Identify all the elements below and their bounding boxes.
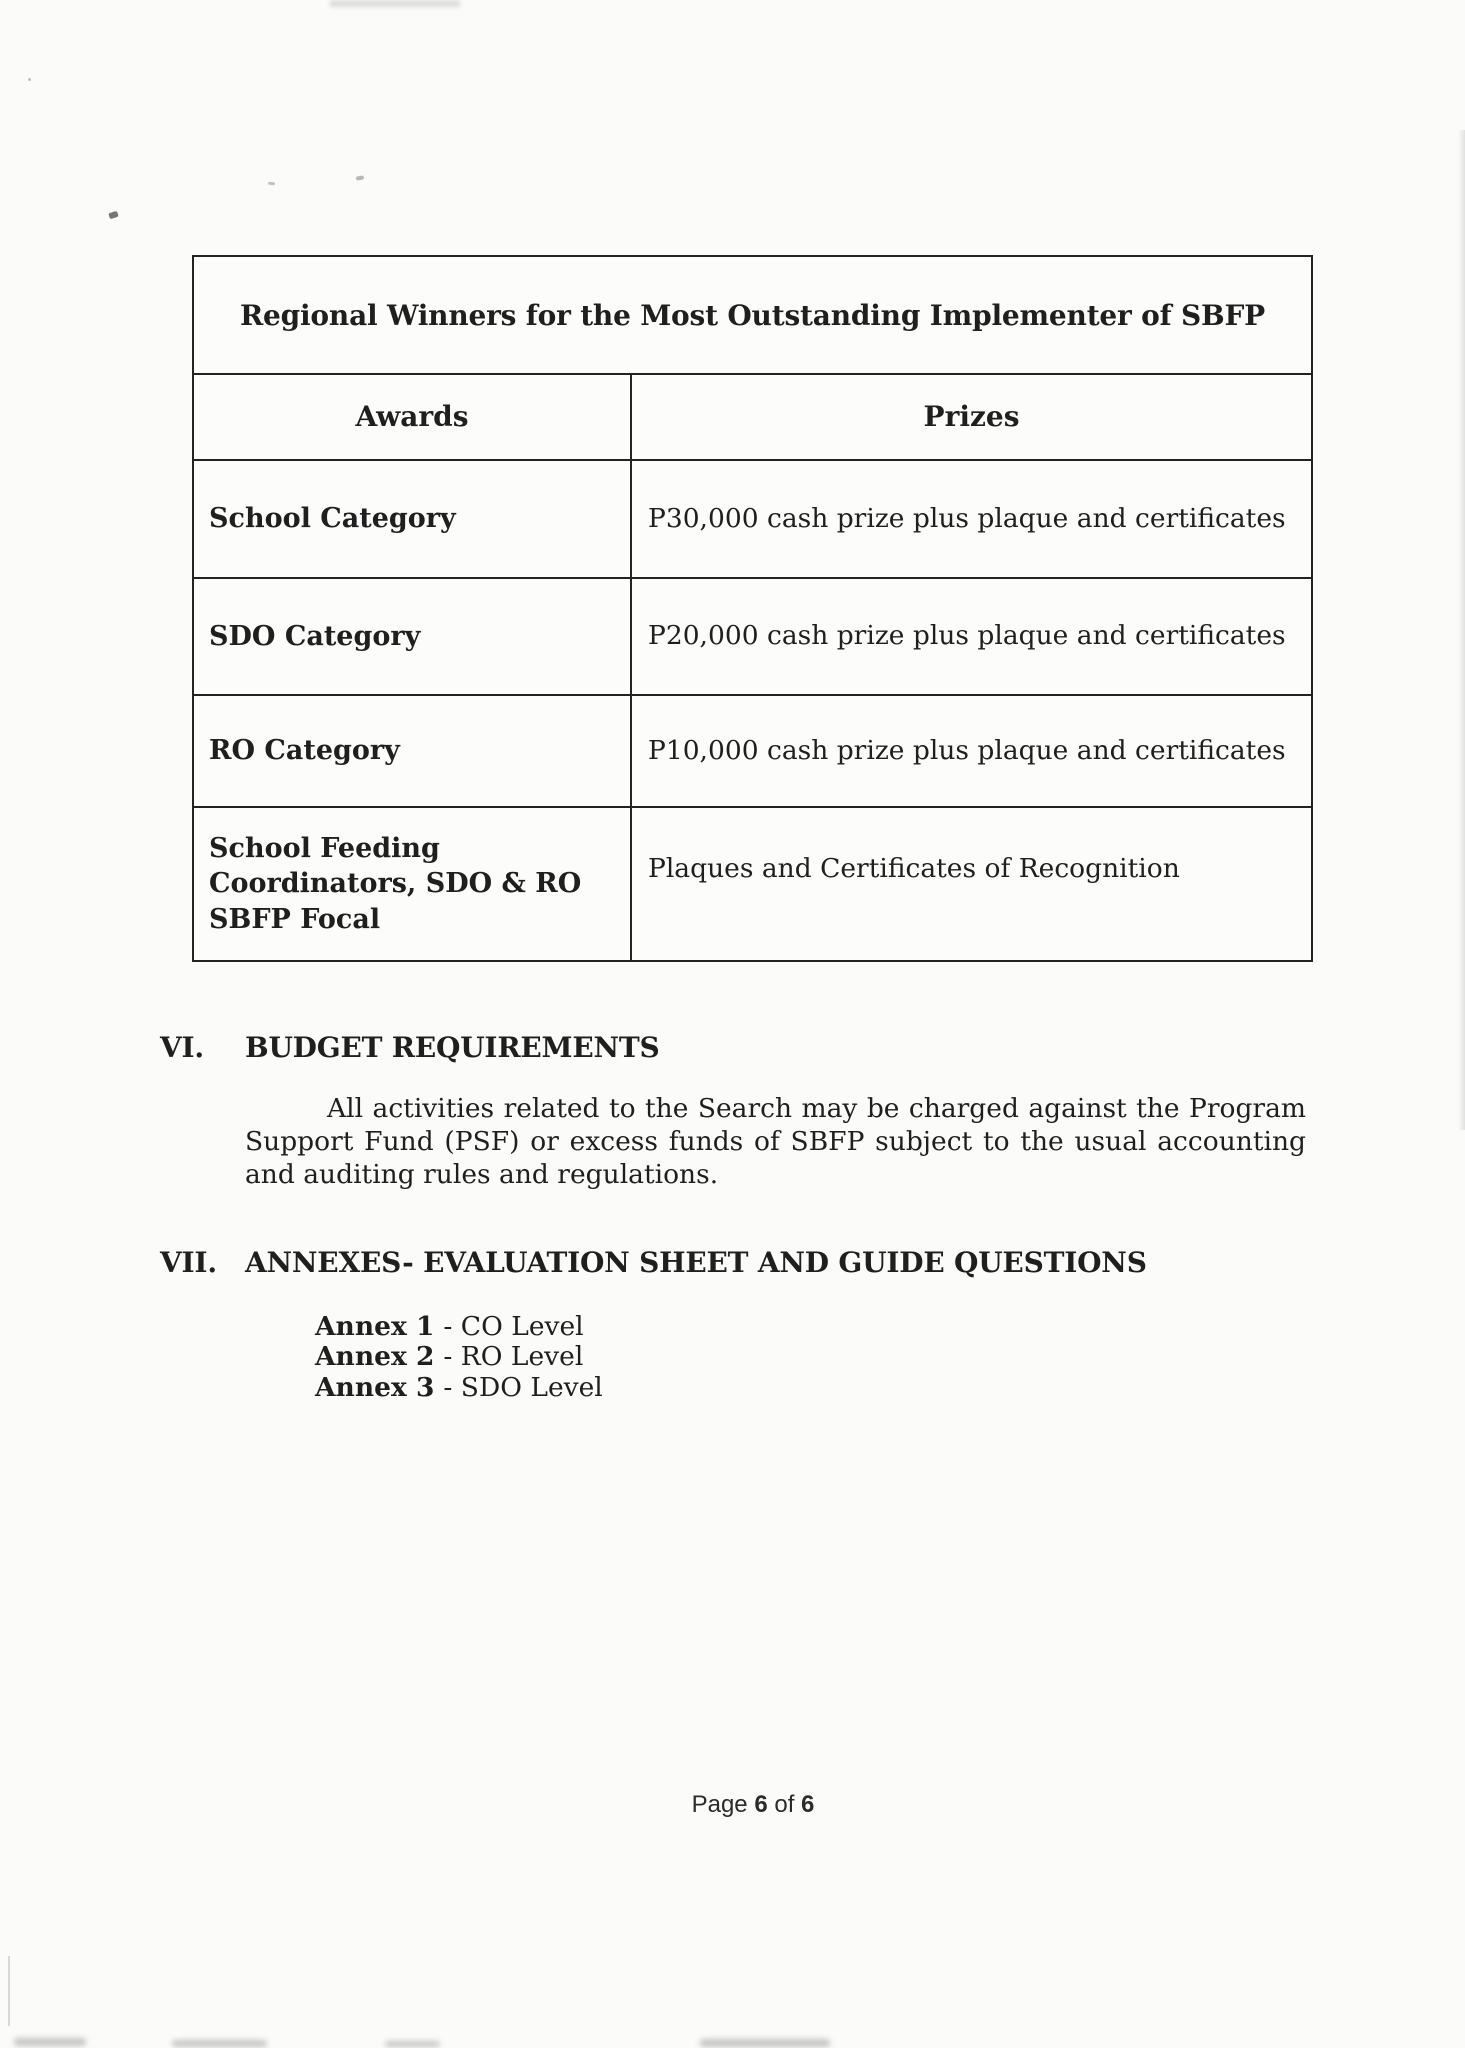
prize-cell: P30,000 cash prize plus plaque and certificates	[648, 502, 1286, 534]
page-number-footer	[603, 1791, 903, 1819]
prize-cell: Plaques and Certificates of Recognition	[648, 853, 1180, 884]
scan-edge-band	[1458, 130, 1465, 1130]
table-title: Regional Winners for the Most Outstanding Implementer of SBFP	[194, 257, 1311, 375]
scan-edge-line	[8, 1956, 10, 2026]
list-item	[315, 1311, 603, 1342]
section-numeral: VI.	[160, 1031, 204, 1064]
scan-speck	[268, 182, 275, 186]
section-title: ANNEXES- EVALUATION SHEET AND GUIDE QUESTIONS	[245, 1246, 1147, 1279]
list-item	[315, 1342, 603, 1373]
annex-value: - RO Level	[443, 1341, 584, 1373]
award-cell: School Category	[194, 461, 632, 577]
scan-smudge	[172, 2040, 267, 2047]
annex-label: Annex 3	[315, 1371, 435, 1403]
prizes-column-header: Prizes	[923, 399, 1020, 433]
awards-column-header: Awards	[194, 375, 632, 459]
award-cell: School Feeding Coordinators, SDO & RO SBFP Focal	[194, 808, 632, 960]
page-label: Page	[691, 1791, 748, 1818]
section-title: BUDGET REQUIREMENTS	[245, 1031, 660, 1064]
section-heading-annexes	[160, 1246, 1147, 1279]
scan-smudge	[385, 2041, 440, 2047]
budget-paragraph: All activities related to the Search may be charged against the Program Support Fund (PSF) or excess funds of SBFP subject to the usual accounting and auditing rules and regulations.	[245, 1093, 1306, 1190]
scan-speck	[356, 175, 365, 180]
section-numeral: VII.	[160, 1246, 217, 1279]
annex-value: - CO Level	[443, 1310, 584, 1342]
table-header-row	[194, 375, 1311, 461]
list-item	[315, 1372, 603, 1403]
section-heading-budget	[160, 1031, 660, 1064]
award-cell: SDO Category	[194, 579, 632, 694]
annex-list	[315, 1311, 603, 1403]
table-row	[194, 808, 1311, 960]
scan-speck	[108, 211, 118, 219]
scan-smudge	[330, 0, 460, 7]
regional-winners-table	[192, 255, 1313, 962]
of-label: of	[774, 1791, 795, 1818]
scan-smudge	[700, 2039, 830, 2047]
prize-cell: P10,000 cash prize plus plaque and certificates	[648, 734, 1286, 766]
scan-smudge	[14, 2038, 86, 2046]
page-number: 6	[754, 1791, 768, 1818]
table-row	[194, 696, 1311, 808]
annex-value: - SDO Level	[443, 1371, 603, 1403]
annex-label: Annex 1	[315, 1310, 435, 1342]
annex-label: Annex 2	[315, 1341, 435, 1373]
table-row	[194, 579, 1311, 696]
table-row	[194, 461, 1311, 579]
award-cell: RO Category	[194, 696, 632, 806]
prize-cell: P20,000 cash prize plus plaque and certificates	[648, 620, 1286, 652]
scan-speck	[28, 78, 31, 81]
page-total: 6	[801, 1791, 815, 1818]
